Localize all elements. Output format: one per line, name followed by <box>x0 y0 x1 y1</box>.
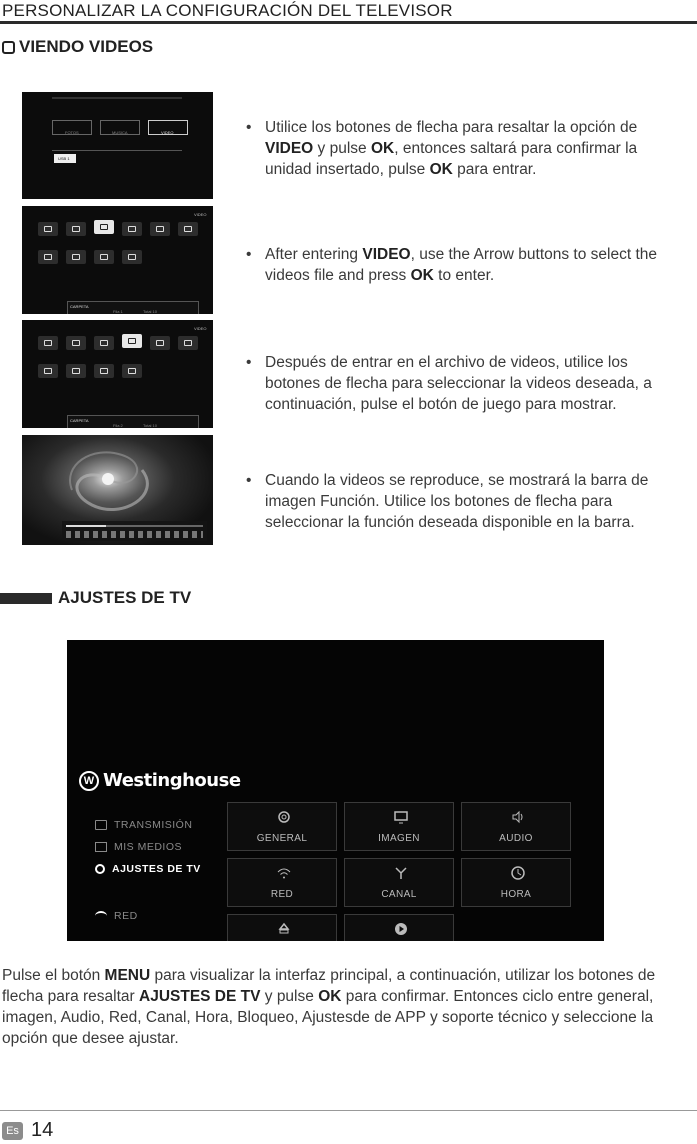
logo-text: Westinghouse <box>103 770 241 791</box>
wifi-icon <box>276 865 292 881</box>
speaker-icon <box>510 809 526 825</box>
lock-icon <box>276 921 292 937</box>
brand-logo <box>79 770 241 791</box>
tile-lock[interactable] <box>227 914 337 941</box>
logo-mark: W <box>79 771 99 791</box>
section-tv-heading <box>0 588 191 608</box>
bullet-3: • Después de entrar en el archivo de videos, utilice los botones de flecha para seleccionar la videos deseada, a continuación, pulse el botón de juego para mostrar. <box>246 354 652 413</box>
clock-icon <box>510 865 526 881</box>
info-bar: CARPETA Fila 2 Total 10 <box>67 415 199 428</box>
section-videos-title: VIENDO VIDEOS <box>19 37 154 56</box>
video-screenshot-4 <box>22 435 213 545</box>
section-tv-title: AJUSTES DE TV <box>58 588 192 607</box>
video-screenshot-2: VIDEO CARPETA Fila 1 Total 10 <box>22 206 213 314</box>
language-badge: Es <box>2 1122 23 1140</box>
tile-hora[interactable]: HORA <box>461 858 571 907</box>
tile-apps[interactable] <box>344 914 454 941</box>
monitor-icon <box>393 809 409 825</box>
tile-red[interactable]: RED <box>227 858 337 907</box>
instructions-paragraph: Pulse el botón MENU para visualizar la interfaz principal, a continuación, utilizar los botones de flecha para resaltar AJUSTES DE TV y pulse OK para confirmar. Entonces ciclo entre general, imagen, Audio, Red, Canal, Hora, Bloqueo, Ajustesde de APP y soporte técnico y seleccione la opción que desee ajustar. <box>2 967 656 1047</box>
tab-video: VIDEO <box>148 120 188 135</box>
checkbox-icon <box>2 41 15 54</box>
tile-audio[interactable]: AUDIO <box>461 802 571 851</box>
media-icon <box>95 842 107 852</box>
play-icon <box>393 921 409 937</box>
antenna-icon <box>393 865 409 881</box>
bullet-2: • After entering VIDEO, use the Arrow buttons to select the videos file and press OK to enter. <box>246 246 658 284</box>
tab-musica: MUSICA <box>100 120 140 135</box>
header-title: PERSONALIZAR LA CONFIGURACIÓN DEL TELEVISOR <box>2 1 453 20</box>
footer-rule <box>0 1110 697 1111</box>
menu-item-transmision[interactable]: TRANSMISIÓN <box>95 819 192 831</box>
bullet-4: • Cuando la videos se reproduce, se mostrará la barra de imagen Función. Utilice los botones de flecha para seleccionar la función deseada disponible en la barra. <box>246 472 649 531</box>
page-number: 14 <box>31 1119 54 1141</box>
heading-bar <box>0 593 52 604</box>
tv-icon <box>95 820 107 830</box>
tile-general[interactable]: GENERAL <box>227 802 337 851</box>
tile-canal[interactable]: CANAL <box>344 858 454 907</box>
gear-icon <box>95 864 105 874</box>
usb-item: USB 1 <box>54 154 76 163</box>
bullet-1: • Utilice los botones de flecha para resaltar la opción de VIDEO y pulse OK, entonces saltará para confirmar la unidad insertado, pulse OK para entrar. <box>246 119 638 178</box>
wifi-icon <box>95 911 107 921</box>
menu-item-ajustes[interactable]: AJUSTES DE TV <box>95 863 201 875</box>
tab-fotos: FOTOS <box>52 120 92 135</box>
menu-item-mis-medios[interactable]: MIS MEDIOS <box>95 841 182 853</box>
info-bar: CARPETA Fila 1 Total 10 <box>67 301 199 314</box>
gear-icon <box>276 809 292 825</box>
video-screenshot-1 <box>22 92 213 199</box>
tv-settings-screenshot <box>67 640 604 941</box>
menu-item-red[interactable]: RED <box>95 910 138 922</box>
playback-bar <box>62 521 207 541</box>
header-rule <box>0 21 697 24</box>
section-videos-heading <box>2 37 153 57</box>
tile-imagen[interactable]: IMAGEN <box>344 802 454 851</box>
video-screenshot-3: VIDEO CARPETA Fila 2 Total 10 <box>22 320 213 428</box>
